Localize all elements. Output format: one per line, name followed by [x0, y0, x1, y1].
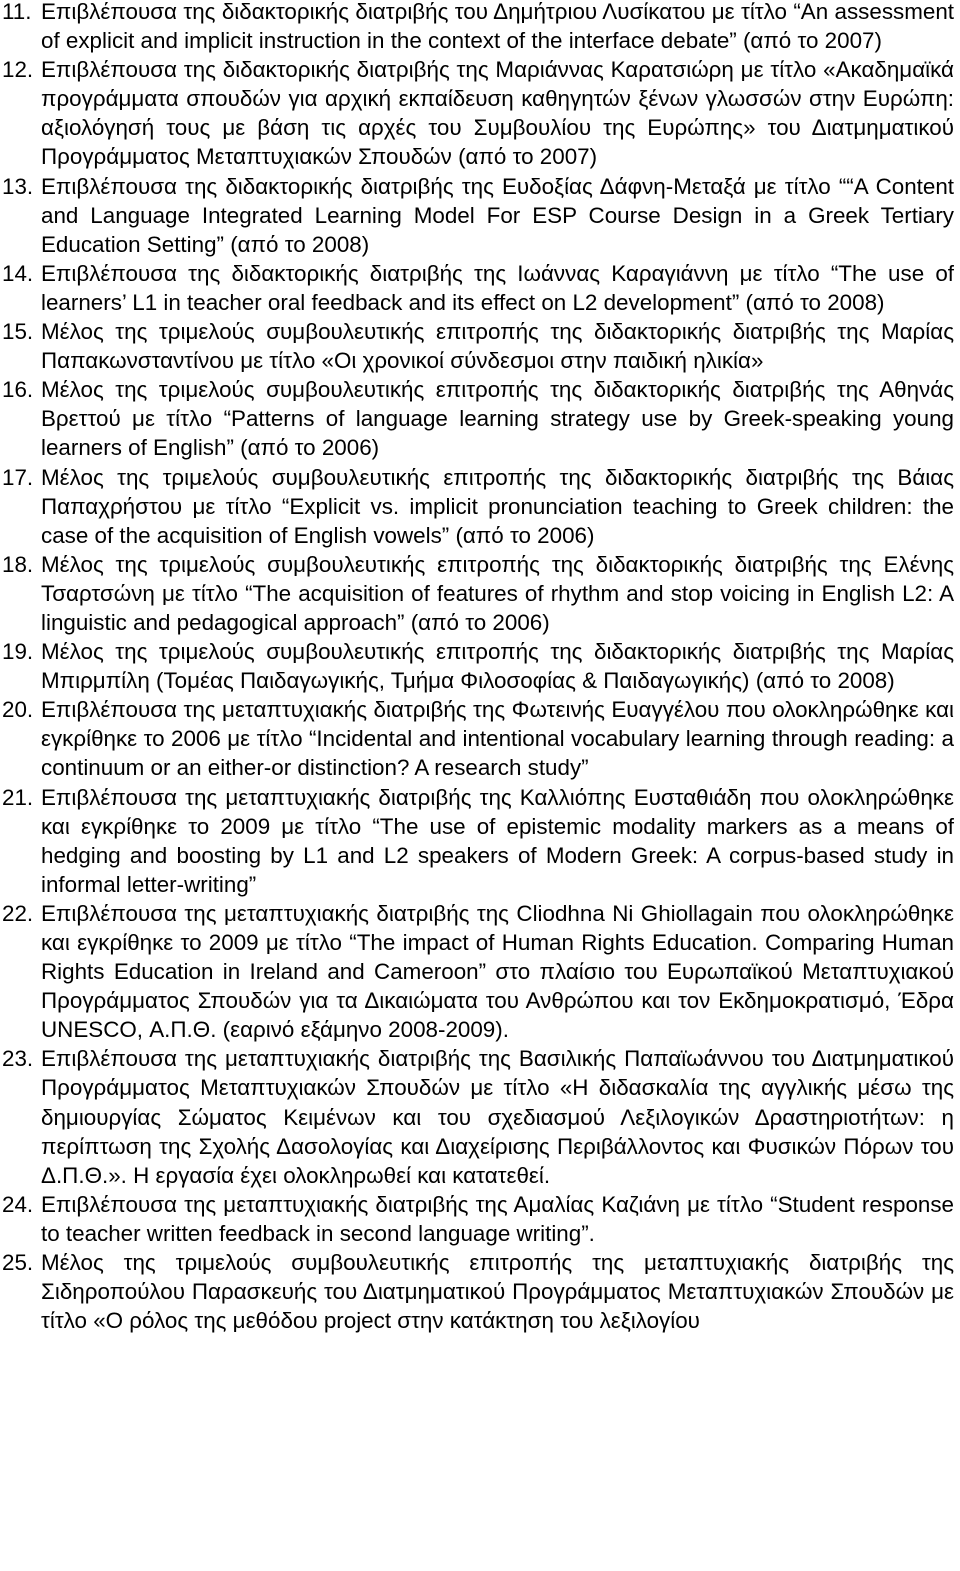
item-text: Επιβλέπουσα της μεταπτυχιακής διατριβής της Αμαλίας Καζιάνη με τίτλο “Student response to teacher written feedback in second language writing”. [41, 1191, 954, 1246]
list-item [0, 1044, 960, 1189]
item-text: Επιβλέπουσα της διδακτορικής διατριβής της Ιωάννας Καραγιάννη με τίτλο “The use of learners’ L1 in teacher oral feedback and its effect on L2 development” (από το 2008) [41, 260, 954, 315]
item-text: Επιβλέπουσα της διδακτορικής διατριβής της Ευδοξίας Δάφνη-Μεταξά με τίτλο ““A Content and Language Integrated Learning Model For ESP Course Design in a Greek Tertiary Education Setting” (από το 2008) [41, 173, 954, 257]
item-number: 23. [2, 1046, 34, 1072]
list-item [0, 1248, 960, 1335]
item-text: Μέλος της τριμελούς συμβουλευτικής επιτροπής της διδακτορικής διατριβής της Αθηνάς Βρεττού με τίτλο “Patterns of language learning strategy use by Greek-speaking young learners of English” (από το 2006) [41, 377, 954, 461]
list-item [0, 463, 960, 550]
item-number: 12. [2, 57, 34, 83]
item-text: Μέλος της τριμελούς συμβουλευτικής επιτροπής της διδακτορικής διατριβής της Ελένης Τσαρτσώνη με τίτλο “The acquisition of features of rhythm and stop voicing in English L2: A linguistic and pedagogical approach” (από το 2006) [41, 551, 954, 635]
list-item [0, 783, 960, 899]
item-number: 11. [2, 0, 32, 24]
list-item [0, 1190, 960, 1248]
list-item [0, 550, 960, 637]
list-item [0, 695, 960, 782]
item-number: 14. [2, 260, 34, 286]
item-number: 21. [2, 784, 34, 810]
item-number: 15. [2, 319, 34, 345]
item-text: Επιβλέπουσα της διδακτορικής διατριβής του Δημήτριου Λυσίκατου με τίτλο “An assessment of explicit and implicit instruction in the context of the interface debate” (από το 2007) [41, 0, 954, 54]
item-text: Επιβλέπουσα της μεταπτυχιακής διατριβής της Cliodhna Ni Ghiollagain που ολοκληρώθηκε και εγκρίθηκε το 2009 με τίτλο “The impact of Human Rights Education. Comparing Human Rights Education in Ireland and Cameroon” στο πλαίσιο του Ευρωπαϊκού Μεταπτυχιακού Προγράμματος Σπουδών για τα Δικαιώματα του Ανθρώπου και τον Εκδημοκρατισμό, Έδρα UNESCO, Α.Π.Θ. (εαρινό εξάμηνο 2008-2009). [41, 900, 954, 1043]
item-text: Μέλος της τριμελούς συμβουλευτικής επιτροπής της διδακτορικής διατριβής της Μαρίας Μπιρμπίλη (Τομέας Παιδαγωγικής, Τμήμα Φιλοσοφίας & Παιδαγωγικής) (από το 2008) [41, 639, 954, 694]
list-item [0, 637, 960, 695]
list-item [0, 55, 960, 171]
item-text: Επιβλέπουσα της διδακτορικής διατριβής της Μαριάννας Καρατσιώρη με τίτλο «Ακαδημαϊκά προγράμματα σπουδών για αρχική εκπαίδευση καθηγητών ξένων γλωσσών στην Ευρώπη: αξιολόγησή τους με βάση τις αρχές του Συμβουλίου της Ευρώπης» του Διατμηματικού Προγράμματος Μεταπτυχιακών Σπουδών (από το 2007) [41, 57, 954, 170]
item-number: 24. [2, 1191, 34, 1217]
item-number: 16. [2, 377, 34, 403]
item-number: 25. [2, 1250, 34, 1276]
item-number: 19. [2, 639, 34, 665]
list-item [0, 899, 960, 1044]
item-number: 22. [2, 900, 34, 926]
item-text: Μέλος της τριμελούς συμβουλευτικής επιτροπής της διδακτορικής διατριβής της Βάιας Παπαχρήστου με τίτλο “Explicit vs. implicit pronunciation teaching to Greek children: the case of the acquisition of English vowels” (από το 2006) [41, 464, 954, 548]
item-number: 17. [2, 464, 34, 490]
list-item [0, 0, 960, 55]
item-text: Επιβλέπουσα της μεταπτυχιακής διατριβής της Φωτεινής Ευαγγέλου που ολοκληρώθηκε και εγκρίθηκε το 2006 με τίτλο “Incidental and intentional vocabulary learning through reading: a continuum or an either-or distinction? A research study” [41, 697, 954, 781]
list-item [0, 259, 960, 317]
item-text: Μέλος της τριμελούς συμβουλευτικής επιτροπής της διδακτορικής διατριβής της Μαρίας Παπακωνσταντίνου με τίτλο «Οι χρονικοί σύνδεσμοι στην παιδική ηλικία» [41, 319, 954, 374]
item-number: 20. [2, 697, 34, 723]
item-text: Επιβλέπουσα της μεταπτυχιακής διατριβής της Βασιλικής Παπαϊωάννου του Διατμηματικού Προγράμματος Μεταπτυχιακών Σπουδών με τίτλο «Η διδασκαλία της αγγλικής μέσω της δημιουργίας Σώματος Κειμένων και του σχεδιασμού Λεξιλογικών Δραστηριοτήτων: η περίπτωση της Σχολής Δασολογίας και Διαχείρισης Περιβάλλοντος και Φυσικών Πόρων του Δ.Π.Θ.». Η εργασία έχει ολοκληρωθεί και κατατεθεί. [41, 1046, 954, 1188]
list-item [0, 317, 960, 375]
item-number: 18. [2, 551, 34, 577]
item-text: Μέλος της τριμελούς συμβουλευτικής επιτροπής της μεταπτυχιακής διατριβής της Σιδηροπούλου Παρασκευής του Διατμηματικού Προγράμματος Μεταπτυχιακών Σπουδών με τίτλο «Ο ρόλος της μεθόδου project στην κατάκτηση του λεξιλογίου [41, 1250, 954, 1334]
item-text: Επιβλέπουσα της μεταπτυχιακής διατριβής της Καλλιόπης Ευσταθιάδη που ολοκληρώθηκε και εγκρίθηκε το 2009 με τίτλο “The use of epistemic modality markers as a means of hedging and boosting by L1 and L2 speakers of Modern Greek: A corpus-based study in informal letter-writing” [41, 784, 954, 897]
item-number: 13. [2, 173, 34, 199]
list-item [0, 375, 960, 462]
list-item [0, 172, 960, 259]
